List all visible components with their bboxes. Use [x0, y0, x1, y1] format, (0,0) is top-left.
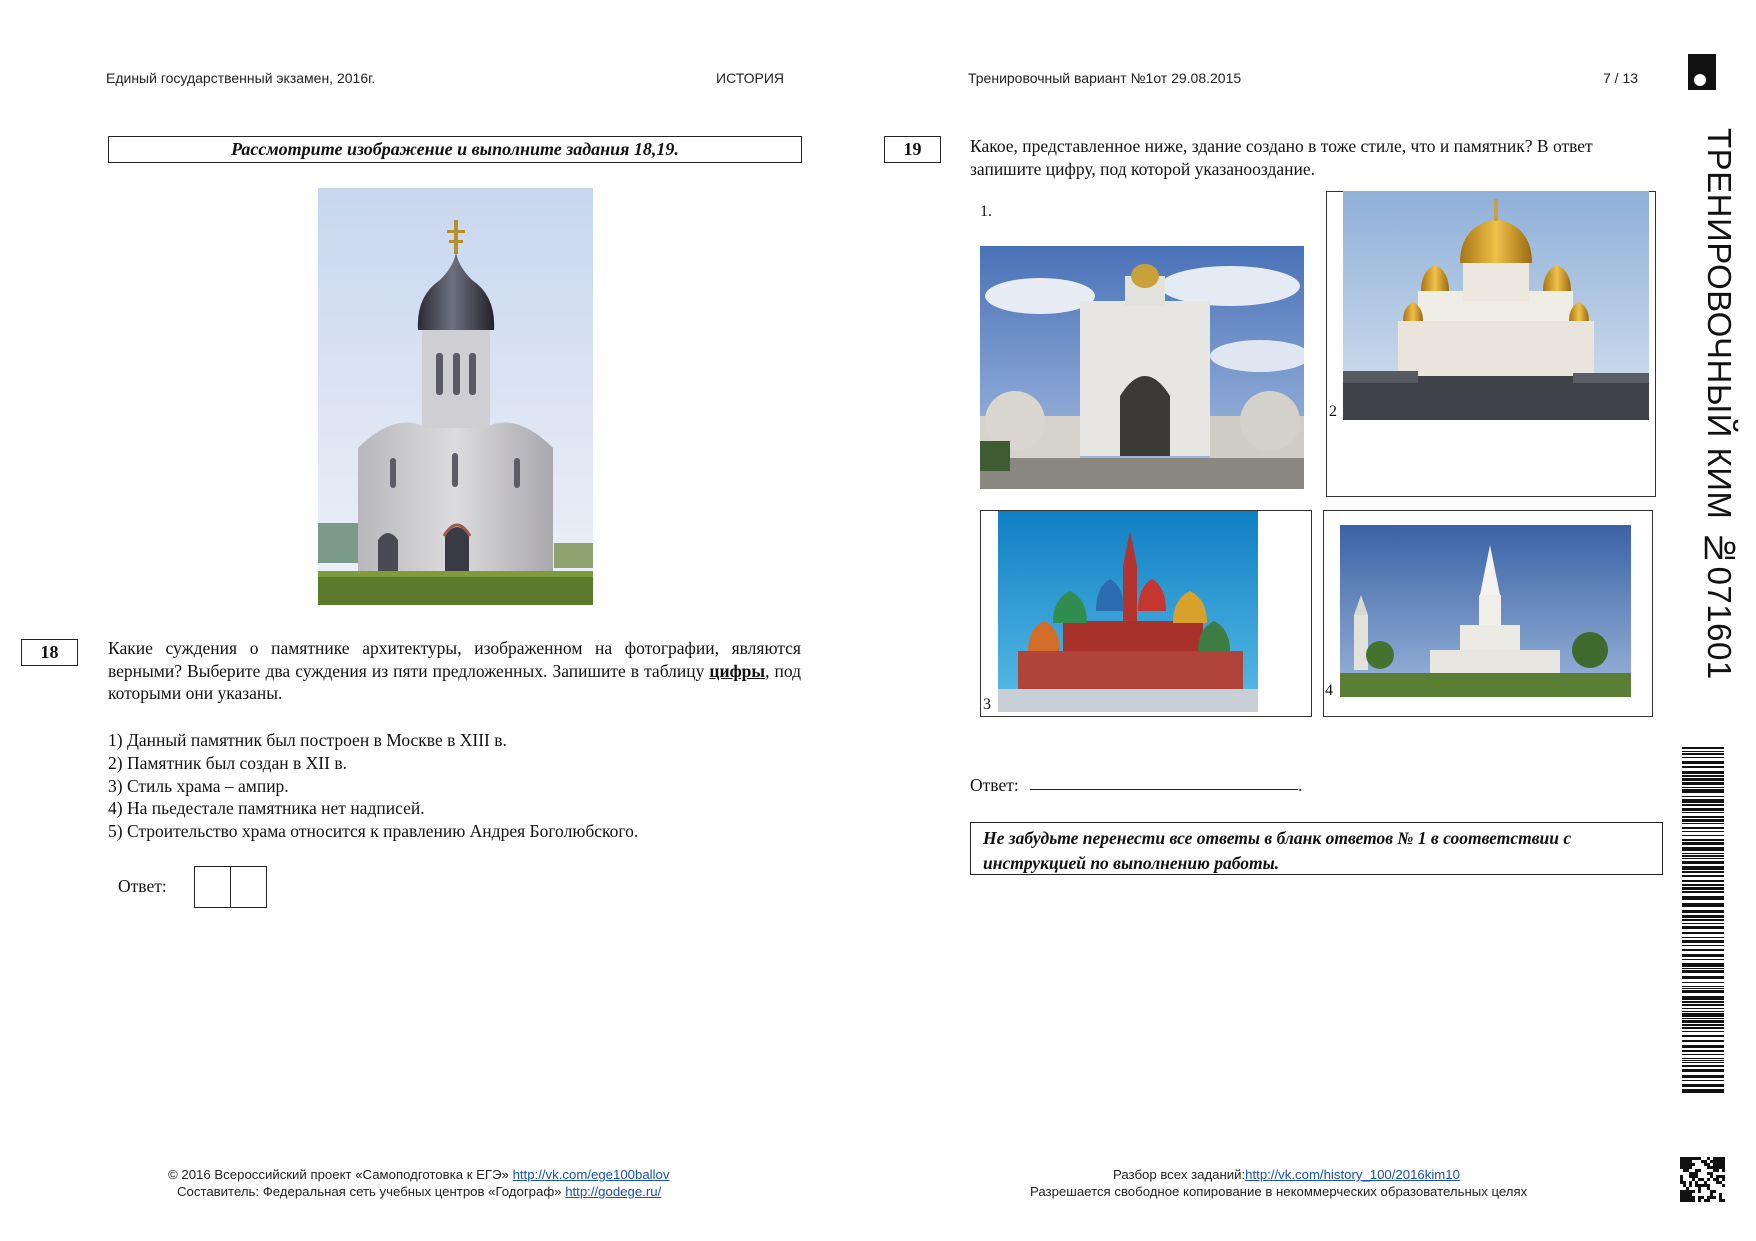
- question-18-emphasis: цифры: [709, 660, 766, 681]
- question-18-number: 18: [21, 639, 78, 666]
- photo-option-1: [980, 246, 1304, 489]
- header-subject: ИСТОРИЯ: [716, 70, 785, 86]
- barcode: [1682, 747, 1724, 1095]
- photo-option-4: [1340, 525, 1631, 697]
- reminder-note: Не забудьте перенести все ответы в бланк ответов № 1 в соответствии с инструкцией по выполнению работы.: [970, 822, 1663, 875]
- question-19-text: Какое, представленное ниже, здание создано в тоже стиле, что и памятник? В ответ запишите цифру, под которой указанооздание.: [970, 136, 1593, 179]
- photo-label-1: 1.: [980, 203, 992, 220]
- photo-option-2: [1343, 191, 1649, 420]
- footer-left-line-1: [168, 1167, 669, 1182]
- footer-copy-permission: Разрешается свободное копирование в некоммерческих образовательных целях: [1030, 1184, 1528, 1199]
- header-exam-title: Единый государственный экзамен, 2016г.: [106, 70, 376, 86]
- qr-code: [1680, 1157, 1725, 1202]
- footer-left-line-2: [177, 1184, 661, 1199]
- option-2: 2) Памятник был создан в XII в.: [108, 752, 347, 773]
- photo-label-4: 4: [1325, 682, 1333, 699]
- question-18-answer-cells: [194, 866, 267, 908]
- question-19-answer-label: Ответ:: [970, 775, 1019, 795]
- option-5: 5) Строительство храма относится к правлению Андрея Боголюбского.: [108, 821, 639, 842]
- option-1: 1) Данный памятник был построен в Москве в XIII в.: [108, 730, 507, 750]
- footer-link-vk-history[interactable]: http://vk.com/history_100/2016kim10: [1245, 1167, 1460, 1182]
- question-18-text-end: , под которыми они указаны.: [108, 660, 801, 703]
- church-photo: [318, 188, 593, 605]
- question-18-options: [108, 729, 638, 843]
- option-4: 4) На пьедестале памятника нет надписей.: [108, 798, 425, 819]
- instruction-box: Рассмотрите изображение и выполните задания 18,19.: [108, 136, 802, 163]
- side-title: ТРЕНИРОВОЧНЫЙ КИМ №071601: [1701, 128, 1738, 680]
- footer-author: Составитель: Федеральная сеть учебных центров «Годограф»: [177, 1184, 562, 1199]
- answer-cell-1[interactable]: [195, 867, 230, 907]
- answer-cell-2[interactable]: [230, 867, 266, 907]
- question-19-answer-end: .: [1298, 775, 1303, 795]
- footer-project: © 2016 Всероссийский проект «Самоподготовка к ЕГЭ»: [168, 1167, 509, 1182]
- header-variant: Тренировочный вариант №1от 29.08.2015: [968, 70, 1242, 86]
- question-19-answer-line[interactable]: [1030, 789, 1298, 790]
- option-3: 3) Стиль храма – ампир.: [108, 775, 289, 796]
- footer-analysis: Разбор всех заданий:: [1113, 1167, 1246, 1182]
- question-18-text: [108, 637, 801, 705]
- photo-option-3: [998, 511, 1258, 712]
- footer-link-vk-ege[interactable]: http://vk.com/ege100ballov: [512, 1167, 670, 1182]
- footer-right-line-1: [1113, 1167, 1460, 1182]
- photo-label-3: 3: [983, 696, 991, 713]
- corner-marker-dot: [1694, 74, 1706, 86]
- header-page-number: 7 / 13: [1603, 70, 1639, 86]
- question-18-answer-label: Ответ:: [118, 876, 167, 896]
- question-18-text-start: Какие суждения о памятнике архитектуры, изображенном на фотографии, являются верными? Выберите два суждения из пяти предложенных. Запишите в таблицу: [108, 638, 801, 681]
- footer-link-godege[interactable]: http://godege.ru/: [565, 1184, 662, 1199]
- photo-label-2: 2: [1329, 403, 1337, 420]
- question-19-number: 19: [884, 136, 941, 163]
